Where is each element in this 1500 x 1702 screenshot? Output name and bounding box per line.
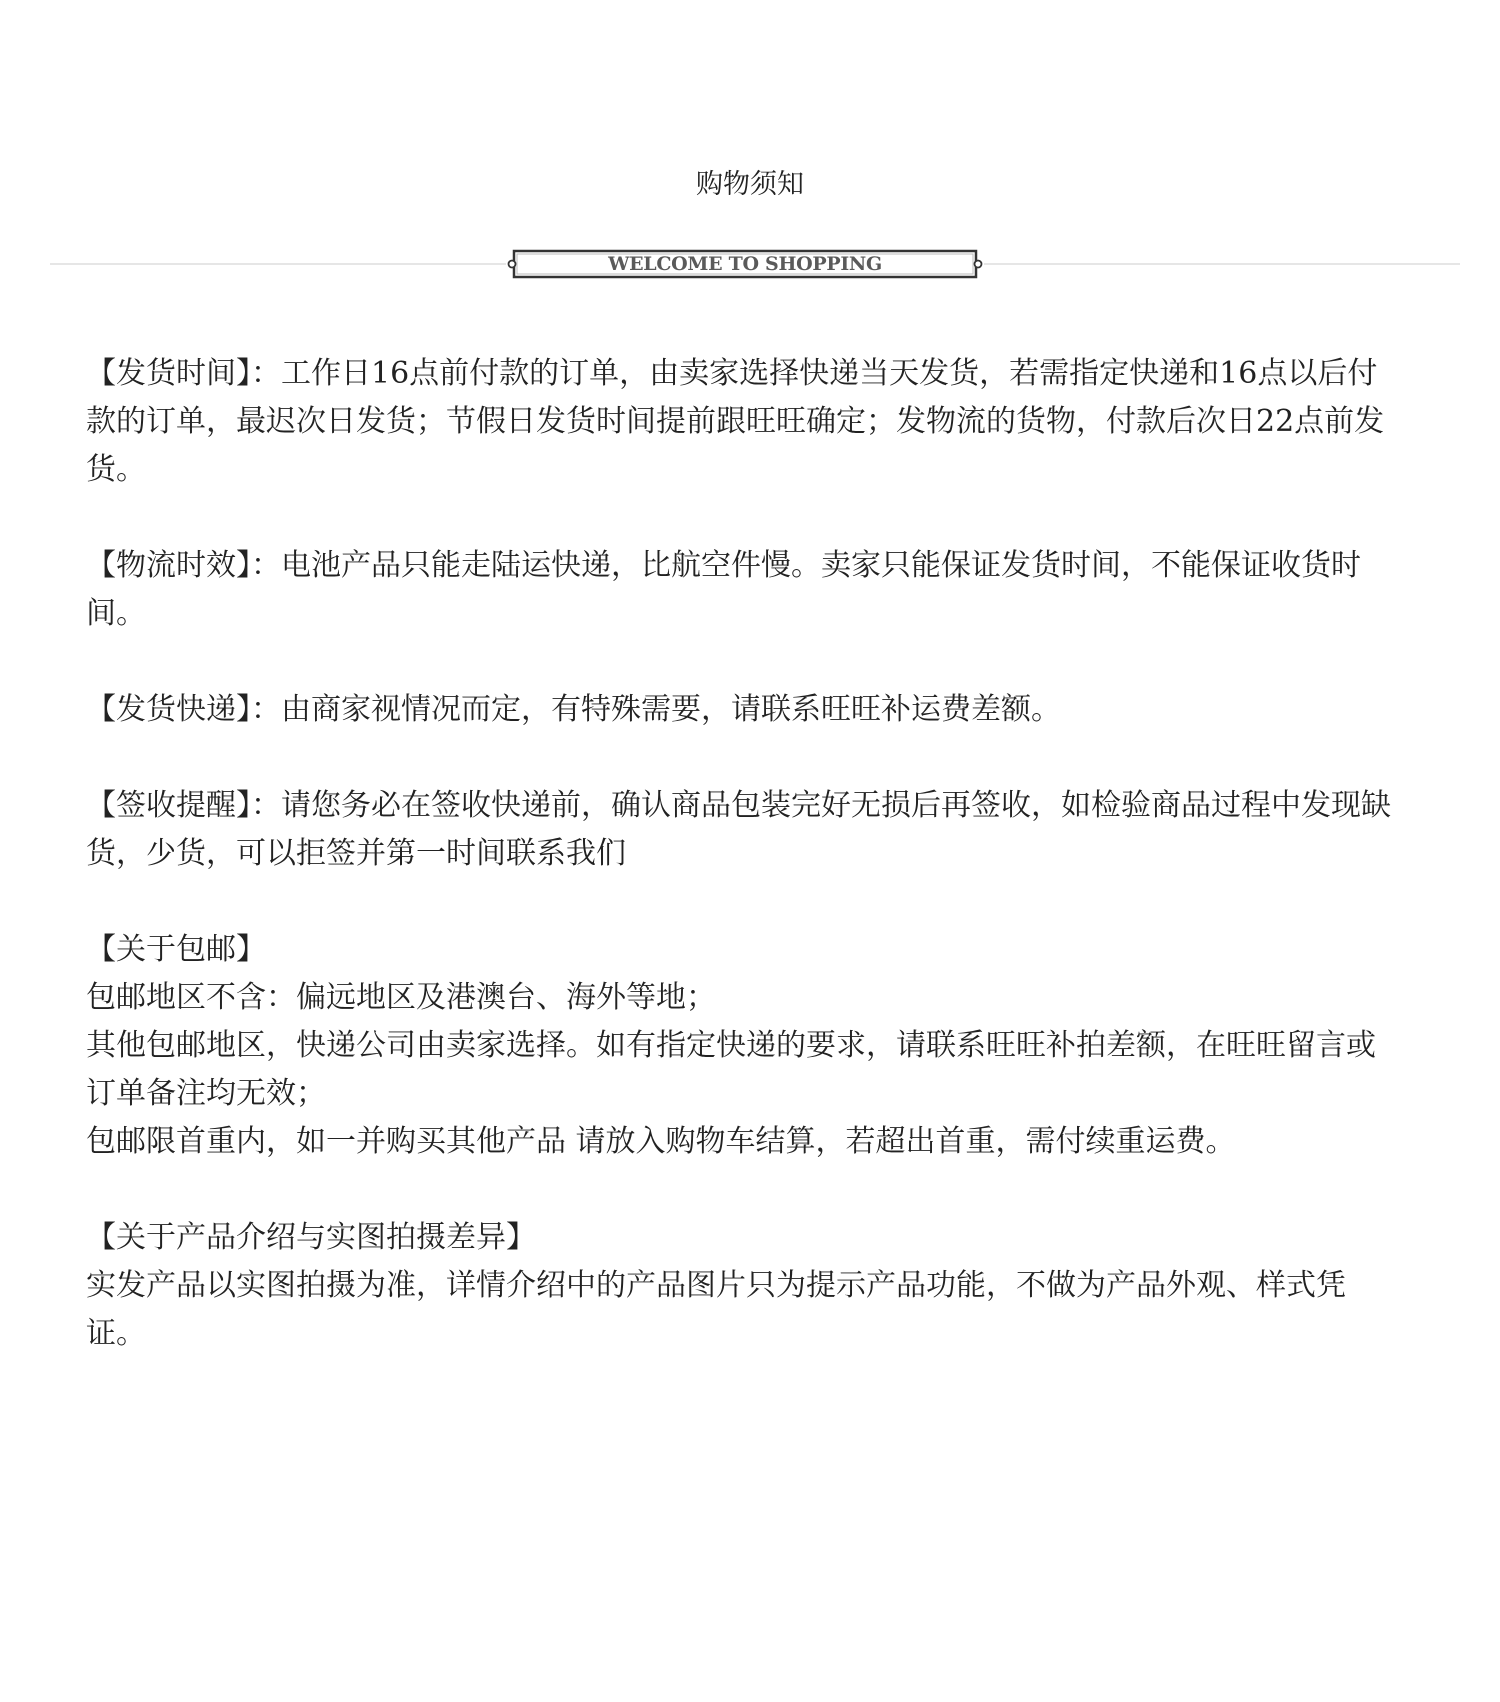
section-body: ：由商家视情况而定，有特殊需要，请联系旺旺补运费差额。	[251, 692, 1061, 727]
section-line: 包邮地区不含：偏远地区及港澳台、海外等地；	[86, 980, 716, 1015]
banner-text: WELCOME TO SHOPPING	[608, 253, 882, 275]
section-shipping-courier	[86, 686, 1400, 734]
section-heading: 【发货时间】	[86, 356, 251, 391]
welcome-banner	[50, 244, 1460, 284]
banner-divider-right	[984, 263, 1460, 265]
section-line: 包邮限首重内，如一并购买其他产品 请放入购物车结算，若超出首重，需付续重运费。	[86, 1124, 1236, 1159]
section-paragraph	[86, 782, 1400, 878]
section-heading: 【物流时效】	[86, 548, 251, 583]
section-body: ：工作日16点前付款的订单，由卖家选择快递当天发货，若需指定快递和16点以后付款的订单，最迟次日发货；节假日发货时间提前跟旺旺确定；发物流的货物，付款后次日22点前发货。	[86, 356, 1385, 487]
section-signing-reminder	[86, 782, 1400, 878]
section-heading: 【发货快递】	[86, 692, 251, 727]
section-paragraph	[86, 686, 1400, 734]
section-heading: 【签收提醒】	[86, 788, 251, 823]
section-paragraph	[86, 542, 1400, 638]
section-shipping-time	[86, 350, 1400, 494]
section-heading: 【关于产品介绍与实图拍摄差异】	[86, 1220, 536, 1255]
section-logistics-timeliness	[86, 542, 1400, 638]
section-product-photo-difference	[86, 1214, 1400, 1358]
section-heading: 【关于包邮】	[86, 932, 266, 967]
banner-divider-left	[50, 263, 506, 265]
section-body: ：电池产品只能走陆运快递，比航空件慢。卖家只能保证发货时间，不能保证收货时间。	[86, 548, 1361, 631]
section-line: 实发产品以实图拍摄为准，详情介绍中的产品图片只为提示产品功能，不做为产品外观、样式凭证。	[86, 1268, 1346, 1351]
section-free-shipping	[86, 926, 1400, 1166]
shopping-notice-content	[86, 350, 1400, 1406]
section-line: 其他包邮地区，快递公司由卖家选择。如有指定快递的要求，请联系旺旺补拍差额，在旺旺留言或订单备注均无效；	[86, 1028, 1376, 1111]
page-title: 购物须知	[696, 169, 804, 200]
section-body: ：请您务必在签收快递前，确认商品包装完好无损后再签收，如检验商品过程中发现缺货，少货，可以拒签并第一时间联系我们	[86, 788, 1391, 871]
section-paragraph	[86, 350, 1400, 494]
